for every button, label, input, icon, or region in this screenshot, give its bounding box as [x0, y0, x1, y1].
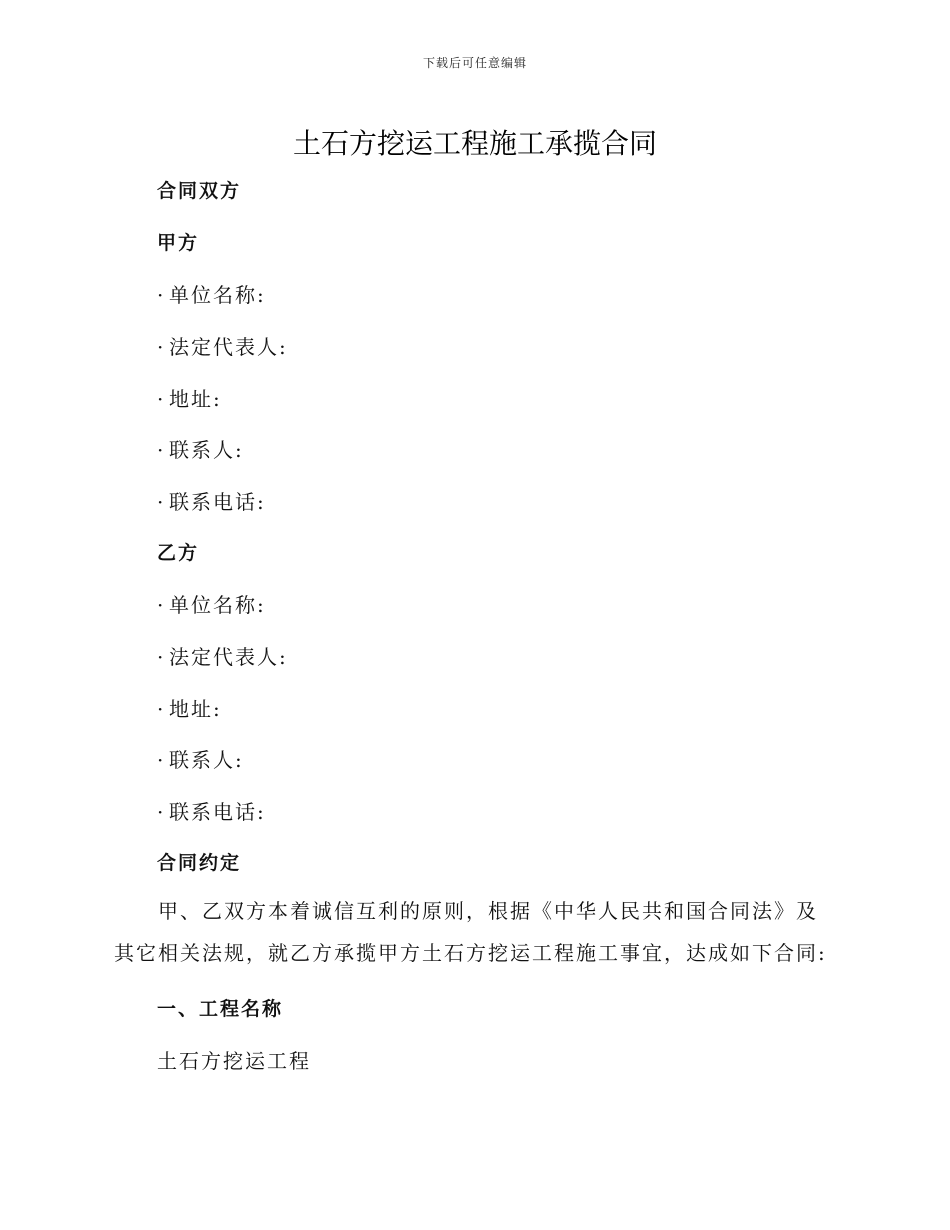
- party-a-field: [157, 434, 244, 463]
- bullet-icon: ·: [157, 438, 166, 462]
- party-b-field: [157, 693, 222, 722]
- party-a-field: [157, 486, 266, 515]
- bullet-icon: ·: [157, 283, 166, 307]
- field-label: 单位名称:: [169, 283, 266, 307]
- field-label: 法定代表人:: [169, 335, 288, 359]
- party-b-heading: 乙方: [157, 542, 200, 564]
- party-b-field: [157, 589, 266, 618]
- article-1-heading: 一、工程名称: [157, 998, 284, 1020]
- field-label: 联系电话:: [169, 800, 266, 824]
- party-a-heading: 甲方: [157, 232, 200, 254]
- party-a-field: [157, 331, 288, 360]
- field-label: 联系人:: [169, 438, 244, 462]
- party-b-field: [157, 641, 288, 670]
- party-b-field: [157, 744, 244, 773]
- parties-heading: 合同双方: [157, 180, 242, 202]
- party-a-field: [157, 279, 266, 308]
- field-label: 联系人:: [169, 748, 244, 772]
- header-note: 下载后可任意编辑: [422, 56, 527, 70]
- field-label: 地址:: [169, 697, 222, 721]
- bullet-icon: ·: [157, 645, 166, 669]
- field-label: 联系电话:: [169, 490, 266, 514]
- field-label: 法定代表人:: [169, 645, 288, 669]
- party-a-field: [157, 383, 222, 412]
- bullet-icon: ·: [157, 335, 166, 359]
- agreement-paragraph: 甲、乙双方本着诚信互利的原则，根据《中华人民共和国合同法》及其它相关法规，就乙方承揽甲方土石方挖运工程施工事宜，达成如下合同:: [114, 899, 827, 965]
- bullet-icon: ·: [157, 748, 166, 772]
- bullet-icon: ·: [157, 387, 166, 411]
- field-label: 单位名称:: [169, 593, 266, 617]
- document-title: 土石方挖运工程施工承揽合同: [292, 127, 657, 160]
- bullet-icon: ·: [157, 800, 166, 824]
- field-label: 地址:: [169, 387, 222, 411]
- agreement-heading: 合同约定: [157, 852, 242, 874]
- party-b-field: [157, 796, 266, 825]
- bullet-icon: ·: [157, 593, 166, 617]
- bullet-icon: ·: [157, 490, 166, 514]
- article-1-text: 土石方挖运工程: [157, 1049, 311, 1073]
- bullet-icon: ·: [157, 697, 166, 721]
